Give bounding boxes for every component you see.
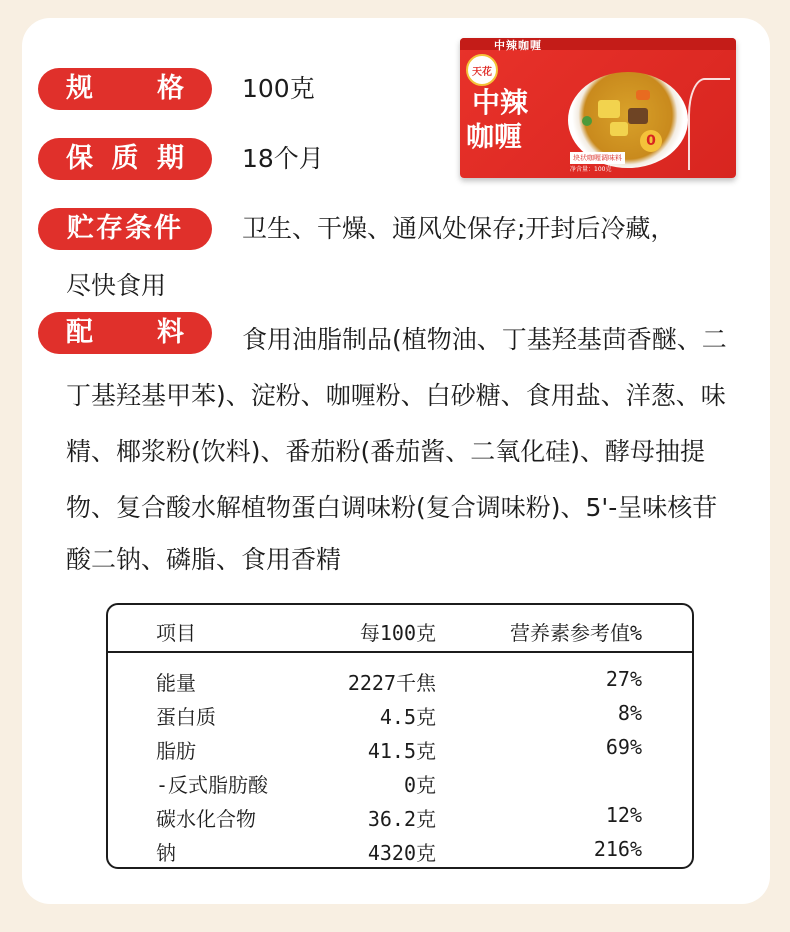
storage-label — [38, 208, 212, 250]
potato-chunk-icon — [598, 100, 620, 118]
meat-chunk-icon — [628, 108, 648, 124]
storage-line-2: 尽快食用 — [66, 271, 167, 300]
product-title-line-2: 咖喱 — [466, 120, 523, 153]
nutrient-name: 钠 — [156, 841, 176, 865]
product-title-line-1: 中辣 — [472, 86, 529, 119]
brand-logo-icon: 天花 — [466, 54, 498, 86]
nutrient-nrv: 216% — [593, 837, 642, 861]
ingredients-line-2: 丁基羟基甲苯)、淀粉、咖喱粉、白砂糖、食用盐、洋葱、味 — [66, 381, 726, 410]
product-brand-band: 中辣咖喱 — [494, 39, 542, 52]
header-nrv: 营养素参考值% — [509, 621, 642, 645]
nutrition-divider — [108, 651, 692, 653]
nutrient-amount: 41.5克 — [367, 739, 436, 763]
nutrient-name: 脂肪 — [156, 739, 196, 763]
nutrition-table — [106, 603, 694, 869]
ingredients-line-1: 食用油脂制品(植物油、丁基羟基茴香醚、二 — [242, 325, 727, 354]
ingredients-label-char-1: 配 — [66, 317, 93, 348]
zero-badge-icon: 0 — [640, 130, 662, 152]
spec-label-char-1: 规 — [66, 73, 93, 104]
potato-chunk-icon — [610, 122, 628, 136]
nutrient-amount: 0克 — [403, 773, 436, 797]
storage-line-1: 卫生、干燥、通风处保存;开封后冷藏， — [242, 214, 676, 243]
nutrient-name: 能量 — [156, 671, 196, 695]
nutrient-nrv: 27% — [605, 667, 642, 691]
header-item: 项目 — [156, 621, 196, 645]
ingredients-label — [38, 312, 212, 354]
ingredients-line-4: 物、复合酸水解植物蛋白调味粉(复合调味粉)、5'-呈味核苷 — [66, 493, 718, 522]
header-per-100g: 每100克 — [359, 621, 436, 645]
nutrient-name: -反式脂肪酸 — [156, 773, 269, 797]
ingredients-line-3: 精、椰浆粉(饮料)、番茄粉(番茄酱、二氧化硅)、酵母抽提 — [66, 437, 706, 466]
ingredients-line-5: 酸二钠、磷脂、食用香精 — [66, 545, 342, 574]
nutrient-amount: 36.2克 — [367, 807, 436, 831]
product-net-weight: 净含量：100克 — [570, 166, 612, 173]
spec-value: 100克 — [242, 74, 315, 103]
nutrition-header-row — [108, 617, 692, 645]
nutrient-nrv: 12% — [605, 803, 642, 827]
nutrient-amount: 4.5克 — [379, 705, 436, 729]
shelf-life-label-char-2: 质 — [111, 143, 139, 174]
nutrient-name: 蛋白质 — [156, 705, 216, 729]
nutrient-nrv: 8% — [617, 701, 642, 725]
nutrient-name: 碳水化合物 — [156, 807, 256, 831]
nutrient-amount: 4320克 — [367, 841, 436, 865]
spec-label — [38, 68, 212, 110]
spec-label-char-2: 格 — [157, 73, 184, 104]
nutrient-amount: 2227千焦 — [347, 671, 436, 695]
shelf-life-label — [38, 138, 212, 180]
storage-label-text: 贮存条件 — [67, 213, 183, 244]
mascot-figure-illustration — [688, 78, 730, 170]
carrot-chunk-icon — [636, 90, 650, 100]
shelf-life-label-char-3: 期 — [157, 143, 184, 174]
ingredients-label-char-2: 料 — [157, 317, 184, 348]
product-sub-label: 块状咖喱调味料 — [570, 152, 625, 164]
nutrient-nrv: 69% — [605, 735, 642, 759]
herb-icon — [582, 116, 592, 126]
shelf-life-label-char-1: 保 — [66, 143, 93, 174]
product-box-image — [460, 38, 736, 178]
shelf-life-value: 18个月 — [242, 144, 324, 173]
